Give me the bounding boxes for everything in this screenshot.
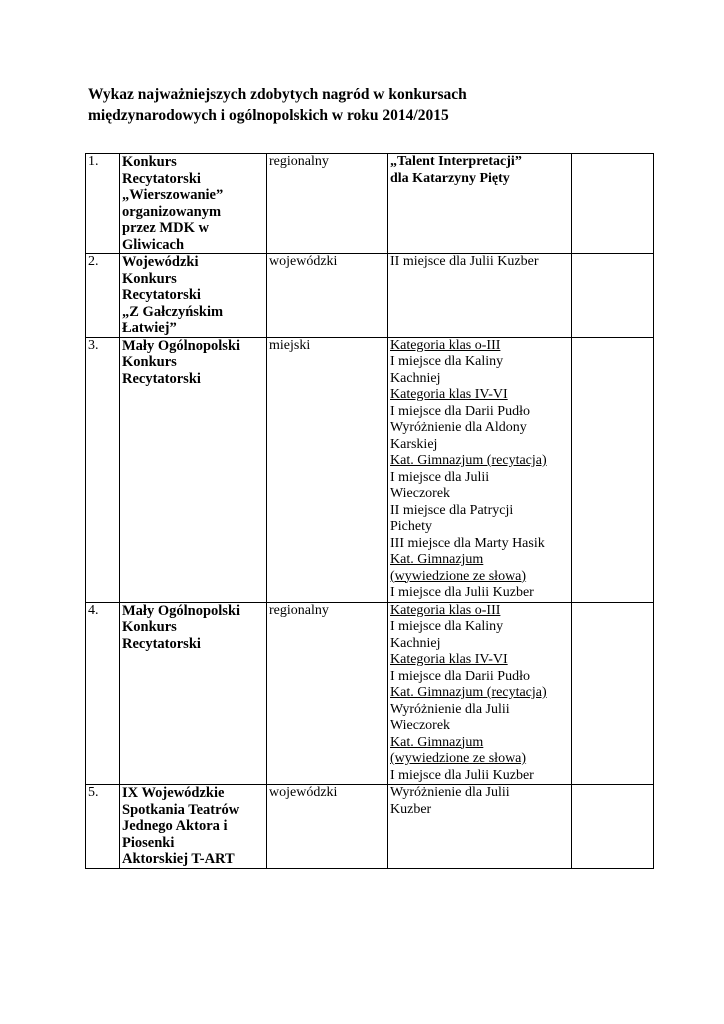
- award-category-line: Kat. Gimnazjum: [390, 552, 484, 567]
- row-number-cell: 4.: [86, 602, 120, 785]
- competition-name-line: Recytatorski: [122, 635, 201, 652]
- competition-name-cell: [120, 785, 267, 869]
- empty-cell: [572, 785, 654, 869]
- table-row: [86, 154, 654, 254]
- award-line: I miejsce dla Julii Kuzber: [390, 767, 534, 783]
- title-line-2: międzynarodowych i ogólnopolskich w roku 2014/2015: [88, 107, 449, 124]
- award-category-line: Kat. Gimnazjum: [390, 734, 484, 750]
- competition-name-cell: [120, 254, 267, 338]
- competition-name-line: „Wierszowanie”: [122, 187, 224, 203]
- table-row: [86, 337, 654, 602]
- competition-name-line: IX Wojewódzkie: [122, 785, 225, 801]
- title-line-1: Wykaz najważniejszych zdobytych nagród w konkursach: [88, 86, 467, 103]
- document-title: [88, 84, 648, 126]
- competition-name-line: Jednego Aktora i: [122, 818, 228, 834]
- award-cell: [388, 154, 572, 254]
- award-line: II miejsce dla Patrycji: [390, 502, 514, 518]
- award-category-line: (wywiedzione ze słowa): [390, 568, 527, 584]
- award-category-line: Kat. Gimnazjum (recytacja): [390, 685, 547, 700]
- award-category-line: (wywiedzione ze słowa): [390, 751, 527, 766]
- award-line: Wieczorek: [390, 486, 451, 501]
- competition-name-cell: [120, 154, 267, 254]
- competition-name-line: Mały Ogólnopolski: [122, 337, 241, 354]
- award-line: I miejsce dla Darii Pudło: [390, 403, 530, 419]
- award-line: I miejsce dla Julii Kuzber: [390, 585, 534, 600]
- award-category-line: Kategoria klas o-III: [390, 602, 501, 618]
- competition-name-line: Łatwiej”: [122, 320, 177, 336]
- award-line: Kachniej: [390, 370, 441, 386]
- award-line: I miejsce dla Kaliny: [390, 354, 504, 369]
- competition-name-line: Konkurs: [122, 270, 177, 287]
- competition-name-line: Spotkania Teatrów: [122, 801, 240, 818]
- competition-name-line: Gliwicach: [122, 236, 185, 253]
- award-line: I miejsce dla Julii: [390, 469, 490, 485]
- competition-level-cell: wojewódzki: [267, 785, 388, 869]
- award-line: II miejsce dla Julii Kuzber: [390, 254, 539, 269]
- award-line: Kuzber: [390, 801, 432, 817]
- row-number-cell: 5.: [86, 785, 120, 869]
- award-line: dla Katarzyny Pięty: [390, 170, 510, 186]
- award-cell: [388, 785, 572, 869]
- awards-table-body: [86, 154, 654, 869]
- table-row: [86, 602, 654, 785]
- empty-cell: [572, 602, 654, 785]
- table-row: [86, 785, 654, 869]
- competition-name-line: Konkurs: [122, 154, 177, 170]
- award-category-line: Kategoria klas o-III: [390, 337, 501, 353]
- row-number-cell: 1.: [86, 154, 120, 254]
- award-cell: [388, 337, 572, 602]
- competition-level-cell: regionalny: [267, 154, 388, 254]
- competition-name-line: Recytatorski: [122, 287, 201, 303]
- competition-level-cell: miejski: [267, 337, 388, 602]
- competition-name-line: przez MDK w: [122, 220, 209, 236]
- award-category-line: Kategoria klas IV-VI: [390, 387, 508, 402]
- award-line: Wieczorek: [390, 718, 451, 733]
- competition-name-line: Piosenki: [122, 834, 175, 851]
- award-line: Kachniej: [390, 635, 441, 651]
- empty-cell: [572, 254, 654, 338]
- award-line: Wyróżnienie dla Aldony: [390, 420, 527, 435]
- table-row: [86, 254, 654, 338]
- competition-name-line: Wojewódzki: [122, 254, 199, 270]
- award-line: III miejsce dla Marty Hasik: [390, 535, 545, 551]
- award-cell: [388, 602, 572, 785]
- competition-name-line: Recytatorski: [122, 370, 201, 387]
- competition-name-line: Aktorskiej T-ART: [122, 851, 235, 867]
- row-number-cell: 2.: [86, 254, 120, 338]
- award-line: „Talent Interpretacji”: [390, 154, 522, 169]
- competition-name-line: Mały Ogólnopolski: [122, 602, 241, 619]
- competition-name-line: Konkurs: [122, 619, 177, 635]
- award-category-line: Kat. Gimnazjum (recytacja): [390, 453, 547, 468]
- empty-cell: [572, 337, 654, 602]
- award-line: Wyróżnienie dla Julii: [390, 701, 510, 717]
- award-cell: [388, 254, 572, 338]
- award-line: Karskiej: [390, 436, 438, 452]
- competition-level-cell: regionalny: [267, 602, 388, 785]
- award-line: I miejsce dla Kaliny: [390, 619, 504, 634]
- competition-name-cell: [120, 337, 267, 602]
- competition-name-line: „Z Gałczyńskim: [122, 303, 224, 320]
- competition-level-cell: wojewódzki: [267, 254, 388, 338]
- competition-name-line: organizowanym: [122, 203, 222, 220]
- award-line: Wyróżnienie dla Julii: [390, 785, 510, 800]
- empty-cell: [572, 154, 654, 254]
- award-line: Pichety: [390, 519, 432, 534]
- row-number-cell: 3.: [86, 337, 120, 602]
- awards-table: [85, 153, 654, 869]
- competition-name-line: Konkurs: [122, 354, 177, 370]
- competition-name-cell: [120, 602, 267, 785]
- competition-name-line: Recytatorski: [122, 170, 201, 187]
- award-line: I miejsce dla Darii Pudło: [390, 668, 530, 684]
- award-category-line: Kategoria klas IV-VI: [390, 652, 508, 667]
